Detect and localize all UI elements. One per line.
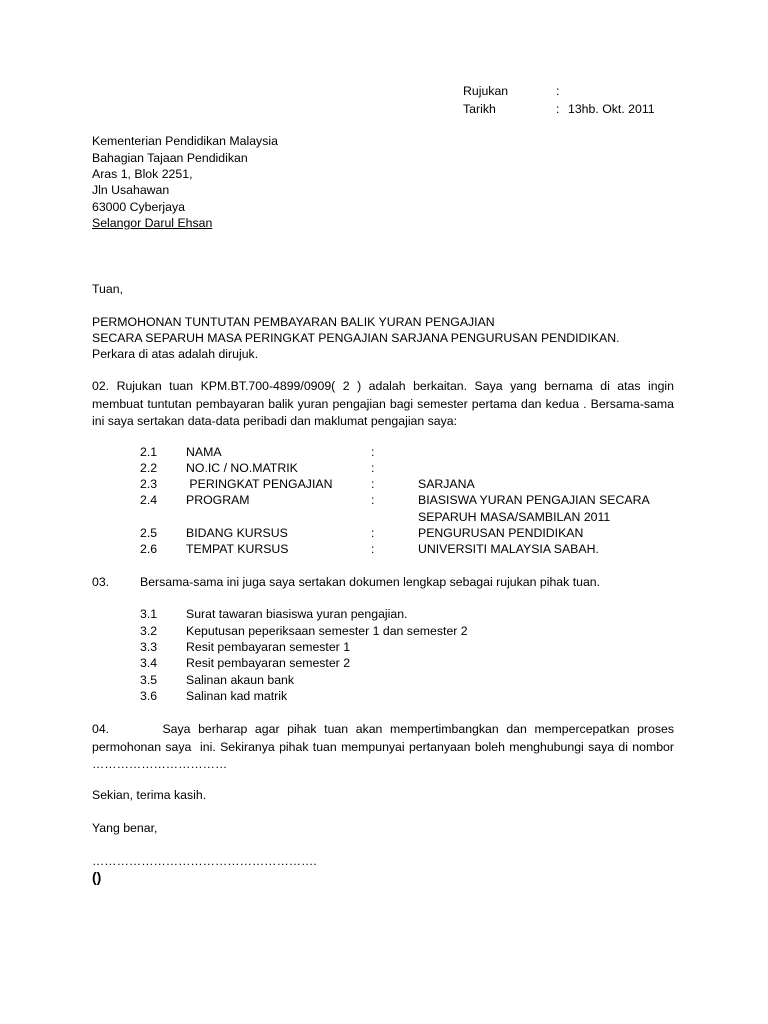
list-item-num: 3.3 bbox=[140, 640, 158, 654]
signature-name: () bbox=[92, 869, 102, 885]
tarikh-label: Tarikh bbox=[463, 102, 496, 116]
details-label: BIDANG KURSUS bbox=[186, 526, 288, 540]
details-colon: : bbox=[371, 542, 375, 556]
intro-text: Perkara di atas adalah dirujuk. bbox=[92, 347, 259, 361]
list-item-num: 3.6 bbox=[140, 689, 158, 703]
details-row bbox=[0, 509, 768, 525]
paragraph-03-text: Bersama-sama ini juga saya sertakan dokumen lengkap sebagai rujukan pihak tuan. bbox=[140, 575, 601, 589]
details-num: 2.4 bbox=[140, 493, 158, 507]
list-item bbox=[0, 606, 768, 622]
address-line: 63000 Cyberjaya bbox=[92, 200, 185, 214]
details-value: PENGURUSAN PENDIDIKAN bbox=[418, 526, 584, 540]
address-state-underlined: Selangor Darul Ehsan bbox=[92, 216, 213, 230]
details-value: UNIVERSITI MALAYSIA SABAH. bbox=[418, 542, 599, 556]
address-line: Bahagian Tajaan Pendidikan bbox=[92, 151, 248, 165]
list-item bbox=[0, 655, 768, 671]
details-num: 2.5 bbox=[140, 526, 158, 540]
details-row bbox=[0, 444, 768, 460]
list-item bbox=[0, 623, 768, 639]
list-item-text: Keputusan peperiksaan semester 1 dan semester 2 bbox=[186, 624, 468, 638]
list-item bbox=[0, 688, 768, 704]
rujukan-label: Rujukan bbox=[463, 84, 509, 98]
tarikh-value: 13hb. Okt. 2011 bbox=[568, 102, 655, 116]
tarikh-colon: : bbox=[556, 102, 560, 116]
sign-off: Yang benar, bbox=[92, 821, 158, 835]
closing-text: Sekian, terima kasih. bbox=[92, 788, 207, 802]
details-value: SEPARUH MASA/SAMBILAN 2011 bbox=[418, 510, 611, 524]
details-row bbox=[0, 541, 768, 557]
rujukan-colon: : bbox=[556, 84, 560, 98]
list-item-num: 3.1 bbox=[140, 607, 158, 621]
details-row bbox=[0, 460, 768, 476]
signature-line: ………………………………………………. bbox=[92, 854, 317, 868]
details-label: NO.IC / NO.MATRIK bbox=[186, 461, 298, 475]
details-value: SARJANA bbox=[418, 477, 475, 491]
details-colon: : bbox=[371, 445, 375, 459]
details-colon: : bbox=[371, 493, 375, 507]
paragraph-04: 04. Saya berharap agar pihak tuan akan mempertimbangkan dan mempercepatkan proses permohonan saya ini. Sekiranya pihak tuan mempunyai pertanyaan boleh menghubungi saya di nombor …………………………… bbox=[92, 722, 678, 771]
paragraph-02: 02. Rujukan tuan KPM.BT.700-4899/0909( 2 ) adalah berkaitan. Saya yang bernama di atas ingin membuat tuntutan pembayaran balik yuran pengajian bagi semester pertama dan kedua . Bersama-sama ini saya sertakan data-data peribadi dan maklumat pengajian saya: bbox=[92, 379, 674, 428]
list-item-num: 3.5 bbox=[140, 673, 158, 687]
list-item-text: Resit pembayaran semester 1 bbox=[186, 640, 351, 654]
salutation: Tuan, bbox=[92, 282, 123, 296]
details-row bbox=[0, 492, 768, 508]
list-item-text: Salinan kad matrik bbox=[186, 689, 288, 703]
list-item bbox=[0, 639, 768, 655]
details-colon: : bbox=[371, 461, 375, 475]
details-label: TEMPAT KURSUS bbox=[186, 542, 289, 556]
list-item-text: Resit pembayaran semester 2 bbox=[186, 656, 351, 670]
list-item-text: Surat tawaran biasiswa yuran pengajian. bbox=[186, 607, 408, 621]
subject-line: SECARA SEPARUH MASA PERINGKAT PENGAJIAN SARJANA PENGURUSAN PENDIDIKAN. bbox=[92, 331, 620, 345]
details-num: 2.1 bbox=[140, 445, 158, 459]
address-line: Jln Usahawan bbox=[92, 183, 170, 197]
details-num: 2.2 bbox=[140, 461, 158, 475]
details-colon: : bbox=[371, 477, 375, 491]
details-value: BIASISWA YURAN PENGAJIAN SECARA bbox=[418, 493, 650, 507]
details-label: PERINGKAT PENGAJIAN bbox=[186, 477, 333, 491]
paragraph-03-num: 03. bbox=[92, 575, 110, 589]
details-num: 2.6 bbox=[140, 542, 158, 556]
list-item-num: 3.4 bbox=[140, 656, 158, 670]
list-item-text: Salinan akaun bank bbox=[186, 673, 295, 687]
address-line: Kementerian Pendidikan Malaysia bbox=[92, 134, 278, 148]
list-item bbox=[0, 672, 768, 688]
list-item-num: 3.2 bbox=[140, 624, 158, 638]
details-label: PROGRAM bbox=[186, 493, 250, 507]
details-row bbox=[0, 525, 768, 541]
details-num: 2.3 bbox=[140, 477, 158, 491]
details-row bbox=[0, 476, 768, 492]
details-label: NAMA bbox=[186, 445, 222, 459]
details-colon: : bbox=[371, 526, 375, 540]
subject-line: PERMOHONAN TUNTUTAN PEMBAYARAN BALIK YURAN PENGAJIAN bbox=[92, 315, 495, 329]
address-line: Aras 1, Blok 2251, bbox=[92, 167, 193, 181]
